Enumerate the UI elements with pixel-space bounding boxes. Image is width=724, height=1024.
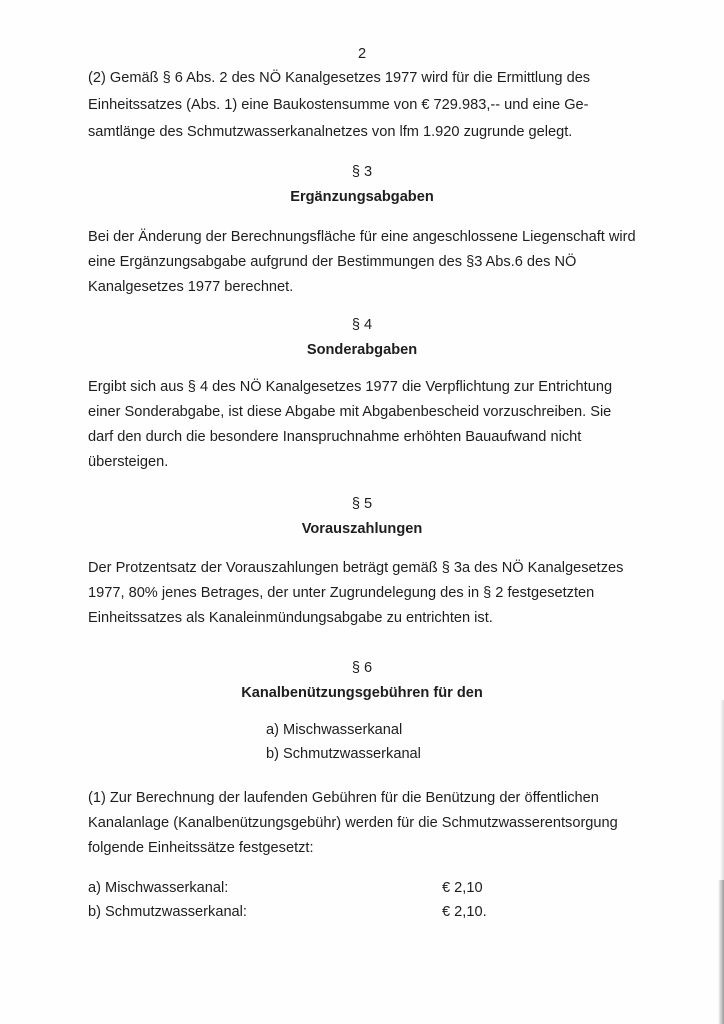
text-line: einer Sonderabgabe, ist diese Abgabe mit Abgabenbescheid vorzuschreiben. Sie — [88, 404, 612, 420]
section-title: Ergänzungsabgaben — [290, 189, 434, 205]
section-number: § 6 — [351, 660, 373, 676]
text-line: Kanalanlage (Kanalbenützungsgebühr) werden für die Schmutzwasserentsorgung — [88, 815, 618, 831]
section-title: Kanalbenützungsgebühren für den — [241, 685, 483, 701]
text-line: Kanalgesetzes 1977 berechnet. — [88, 279, 294, 295]
page-number: 2 — [357, 46, 367, 62]
text-line: darf den durch die besondere Inanspruchnahme erhöhten Bauaufwand nicht — [88, 429, 582, 445]
text-line: 1977, 80% jenes Betrages, der unter Zugrundelegung des in § 2 festgesetzten — [88, 585, 595, 601]
subitem: a) Mischwasserkanal — [266, 722, 403, 738]
section-title: Vorauszahlungen — [301, 521, 423, 537]
text-line: eine Ergänzungsabgabe aufgrund der Bestimmungen des §3 Abs.6 des NÖ — [88, 254, 577, 270]
text-line: Der Protzentsatz der Vorauszahlungen beträgt gemäß § 3a des NÖ Kanalgesetzes — [88, 560, 624, 576]
text-line: samtlänge des Schmutzwasserkanalnetzes von lfm 1.920 zugrunde gelegt. — [88, 124, 573, 140]
rate-amount: € 2,10 — [442, 880, 483, 896]
scan-edge-shadow — [720, 700, 724, 880]
text-line: übersteigen. — [88, 454, 169, 470]
text-line: (2) Gemäß § 6 Abs. 2 des NÖ Kanalgesetzes 1977 wird für die Ermittlung des — [88, 70, 591, 86]
rate-amount: € 2,10. — [442, 904, 487, 920]
text-line: (1) Zur Berechnung der laufenden Gebühren für die Benützung der öffentlichen — [88, 790, 599, 806]
rate-label: a) Mischwasserkanal: — [88, 880, 229, 896]
text-line: folgende Einheitssätze festgesetzt: — [88, 840, 314, 856]
subitem: b) Schmutzwasserkanal — [266, 746, 421, 762]
text-line: Einheitssatzes als Kanaleinmündungsabgabe zu entrichten ist. — [88, 610, 493, 626]
text-line: Einheitssatzes (Abs. 1) eine Baukostensumme von € 729.983,-- und eine Ge- — [88, 97, 589, 113]
rate-label: b) Schmutzwasserkanal: — [88, 904, 247, 920]
section-number: § 5 — [351, 496, 373, 512]
scan-edge-shadow — [718, 880, 724, 1024]
text-line: Bei der Änderung der Berechnungsfläche für eine angeschlossene Liegenschaft wird — [88, 229, 636, 245]
section-title: Sonderabgaben — [306, 342, 418, 358]
section-number: § 4 — [351, 317, 373, 333]
section-number: § 3 — [351, 164, 373, 180]
text-line: Ergibt sich aus § 4 des NÖ Kanalgesetzes 1977 die Verpflichtung zur Entrichtung — [88, 379, 613, 395]
